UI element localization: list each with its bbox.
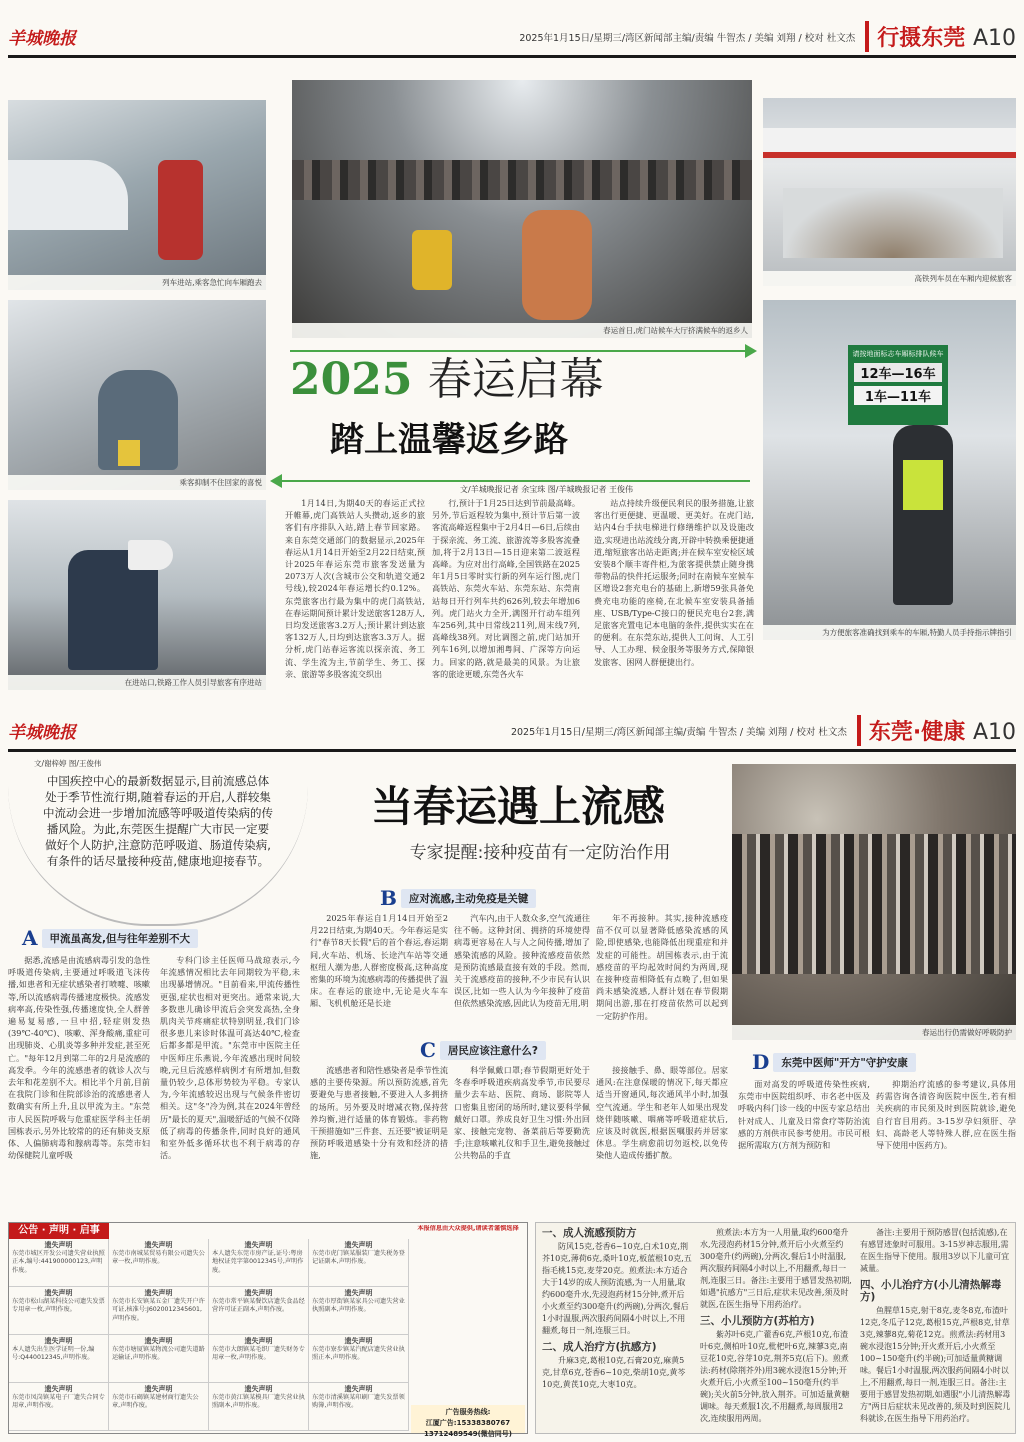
subheadline: 专家提醒:接种疫苗有一定防治作用 [409,843,671,863]
ad-item [309,1287,409,1335]
article-column-3: 站点持续升级便民利民的服务措施,让旅客出行更便捷、更温暖、更美好。在虎门站,站内4台手扶电梯进行修缮维护以及设施改造,实现进出站流线分离,开辟中转换乘便捷通道,缩短旅客出站走距离;并在候车室安检区域安装8个顺丰寄件柜,为旅客提供禁止随身携带物品的快件托运服务;同时在南候车室候车区增设2套充电台的基础上,新增59张具备免费充电功能的座椅,在北候车室安装具备插座、USB/Type-C接口的便民充电台2套,满足旅客充置电记本电脑的条件,提供实实在在的便利。在东莞东站,提供人工问询、人工引导、人工办理、候金服务等服务方式,保障银发旅客、困网人群便捷出行。 [594,498,754,667]
section-a-heading: A 甲流虽高发,但与往年差别不大 [22,926,198,950]
article-column-2: 行,预计于1月25日达到节前最高峰。另外,节后返程较为集中,预计节后第一波客流高峰返程集中于2月4日—6日,后续由于探亲流、务工流、旅游流等多股客流叠加,将于2月13日—15日迎来第二波返程高峰。为应对出行高峰,全国铁路在2025年1月5日零时实行新的列车运行图,虎门高铁站、东莞火车站、东莞东站、东莞南站每日开行列车共约626列,较去年增加6列。虎门站火力全开,满图开行动车组列车256列,其中日常线211列,周末线7列,高峰线38列。对比调图之前,虎门站加开列车16列,以增加湘粤间、广深等方向运力。回家的路,就是最美的风景。为让旅客的旅途更暖,东莞各火车 [432,498,580,679]
ad-item [109,1383,209,1431]
section-b-heading: B 应对流感,主动免疫是关键 [380,886,536,910]
section-d-column-1: 面对高发的呼吸道传染性疾病,东莞市中医院组织呼、市名老中医及呼吸内科门诊一线的中医专家总结出针对成人、儿童及日常食疗等防治流感的方剂供市民参考使用。市民可根据所需取方(方剂为预防和 [738,1079,870,1151]
ad-item [209,1383,309,1431]
page-meta: 2025年1月15日/星期三/湾区新闻部主编/责编 牛智杰 / 美编 刘翔 / 校对 杜文杰 [519,32,856,44]
ad-title: 遗失声明 [244,1337,273,1345]
photo-crowded-hall [292,80,752,338]
ad-title: 遗失声明 [44,1337,73,1345]
ad-body: 本人遗失东莞市房产证,证号:粤房地权证莞字第0012345号,声明作废。 [212,1249,304,1274]
ad-item [109,1239,209,1287]
newspaper-logo: 羊城晚报 [8,723,76,743]
classified-ads [8,1222,528,1438]
ad-body: 东莞市虎门镇某服装厂遗失税务登记证副本,声明作废。 [312,1249,405,1265]
ad-body: 东莞市大朗镇某毛织厂遗失财务专用章一枚,声明作废。 [212,1345,305,1361]
caption: 列车进站,乘客急忙向车厢跑去 [8,275,266,290]
photo-train-crew [763,98,1016,286]
ad-item [209,1335,309,1383]
ad-title: 遗失声明 [44,1289,73,1297]
ads-grid [9,1239,409,1433]
rx-column-1: 一、成人流感预防方 防风15克,苍香6~10克,白术10克,荆芥10克,薄荷6克,桑叶10克,板蓝根10克,五指毛桃15克,麦芽20克。煎煮法:本方适合大于14岁的成人预防流感,为一人用量,取约600毫升水,先浸泡药材15分钟,煮开后小火煮至约300毫升(约两碗),分两次,餐后1小时温服,两次服药间隔4小时以上,不用翻煮,每日一剂,连服三日。 二、成人治疗方(抗感方) 升麻3克,葛根10克,石膏20克,麻黄5克,甘草6克,苍香6~10克,柴胡10克,黄芩10克,黄芪10克,大枣10克。 [542,1227,692,1389]
ad-contact: 广告服务热线: 江厦广告:15338380767 13712489549(微信同号) [411,1405,525,1433]
section-title: 行摄东莞 A10 [865,21,1016,52]
subheadline: 踏上温馨返乡路 [330,420,568,460]
ad-title: 遗失声明 [344,1385,373,1393]
arrow-line-bottom [280,480,750,482]
ad-item [9,1383,109,1431]
photo-train-arrival [8,100,266,290]
ad-body: 东莞市南城某贸易有限公司遗失公章一枚,声明作废。 [112,1249,205,1265]
intro-box: 文/谢梓婷 图/王俊伟 中国疾控中心的最新数据显示,目前流感总体处于季节性流行期,随着春运的开启,人群较集中流动会进一步增加流感等呼吸道传染病的传播风险。为此,东莞医生提醒广大市民一定要做好个人防护,注意防范呼吸道、肠道传染病,有条件的话尽量接种疫苗,健康地迎接春节。 [8,756,308,926]
ad-title: 遗失声明 [244,1289,273,1297]
ad-item [309,1239,409,1287]
ad-body: 东莞市城区开发公司遗失营业执照正本,编号:441900000123,声明作废。 [12,1249,105,1274]
ad-body: 东莞市黄江镇某模具厂遗失营业执照副本,声明作废。 [212,1393,305,1409]
newspaper-logo: 羊城晚报 [8,29,76,49]
ad-item [209,1287,309,1335]
section-a-column-1: 据悉,流感是由流感病毒引发的急性呼吸道传染病,主要通过呼吸道飞沫传播,如患者和无症状感染者打喷嚏、咳嗽等,所以流感病毒传播速度极快。流感发病率高,传染性强,传播速度快,全人群普遍易复易感,一旦中招,轻症则发热(39℃-40℃)、咳嗽、浑身酸痛,重症可出现肺炎、心肌炎等多种并发症,甚至死亡。"每年12月到第二年的2月是流感的高发季。今年的流感患者的就诊人次与去年和花差别不大。相比半个月前,目前在我院门诊和住院部诊治的流感患者人数确实有所上升,且以甲流为主。"东莞市人民医院呼吸与危重症医学科主任胡国栋表示,另外比较常的的还有肺炎支原体、人偏肺病毒和腺病毒等。东莞市妇幼保健院儿童呼吸 [8,955,150,1161]
prescription-box [535,1222,1016,1434]
rx-column-2: 煎煮法:本方为一人用量,取约600毫升水,先浸泡药材15分钟,煮开后小火煮至约300毫升(约两碗),分两次,餐后1小时温服,两次服药间隔4小时以上,不用翻煮,每日一剂,连服三日。备注:主要用于感冒发热初期,如遇"抗感方"三日后,症状未见改善,须及时就医,在医生指导下用药治疗。 三、小儿预防方(苏柏方) 紫苏叶6克,广藿香6克,芦根10克,布渣叶6克,侧柏叶10克,枇杷叶6克,辣蓼3克,南豆花10克,谷芽10克,荆芥5克(后下)。煎煮法:药材(除荆芥外)用3碗水浸泡15分钟;开火煮开后,小火煮至100~150毫升(约半碗);关火前5分钟,放入荆芥。可加适量黄糖调味。每天煮服1次,不用翻煮,每周服用2次,连续服用两周。 [700,1228,852,1423]
headline: 当春运遇上流感 [370,782,665,831]
byline: 文/羊城晚报记者 余宝珠 图/羊城晚报记者 王俊伟 [460,485,634,494]
caption: 高铁列车员在车厢内迎候旅客 [763,271,1016,286]
photo-happy-passengers [8,300,266,490]
ad-title: 遗失声明 [144,1241,173,1249]
ad-title: 遗失声明 [244,1241,273,1249]
ad-body: 东莞市松山湖某科技公司遗失发票专用章一枚,声明作废。 [12,1297,105,1313]
ad-item [309,1335,409,1383]
caption: 春运出行仍需做好呼吸防护 [732,1025,1016,1040]
photo-masked-crowd [732,764,1016,1040]
rx-column-3: 备注:主要用于预防感冒(包括流感),在有感冒迹象时可服用。3-15岁神志服用,需在医生指导下使用。服用3岁以下儿童可宜减量。 四、小儿治疗方(小儿清热解毒方) 鱼腥草15克,射干8克,麦冬8克,布渣叶12克,冬瓜子12克,葛根15克,芦根8克,甘草3克,辣蓼8克,菊花12克。煎煮法:药材用3碗水浸泡15分钟;开火煮开后,小火煮至100~150毫升(约半碗);可加适量黄糖调味。餐后1小时温服,两次服药间隔4小时以上,不用翻煮,每日一剂,连服三日。备注:主要用于感冒发热初期,如遇服"小儿清热解毒方"两日后症状未见改善的,须及时到医院儿科就诊,在医生指导下用药治疗。 [860,1228,1011,1423]
caption: 在进站口,铁路工作人员引导旅客有序进站 [8,675,266,690]
ad-body: 东莞市清溪镇某印刷厂遗失发票领购簿,声明作废。 [312,1393,405,1409]
ad-item [309,1383,409,1431]
section-c-column-2: 科学佩戴口罩;春节假期更好处于冬春季呼吸道疾病高发季节,市民要尽量少去车站、医院、商场、影院等人口密集且密闭的场所时,建议要科学佩戴好口罩。养成良好卫生习惯:外出回家、接触完宠物、备菜前后等要勤洗手;注意咳嗽礼仪和手卫生,避免接触过公共物品的手直 [454,1065,590,1161]
top-masthead [8,18,1016,58]
section-c-column-3: 接接触手、鼻、眼等部位。居家通风:在注意保暖的情况下,每天都应适当开窗通风,每次通风半小时,加强空气流通。学生和老年人如果出现发烧伴随咳嗽、咽痛等呼吸道症状后,应该及时就医,根据医嘱服药并居家休息。学生病愈前切勿返校,以免传染他人造成传播扩散。 [596,1065,728,1161]
photo-station-staff [8,500,266,690]
ad-title: 遗失声明 [144,1337,173,1345]
ad-item [209,1239,309,1287]
section-b-column-1: 2025年春运自1月14日开始至2月22日结束,为期40天。今年春运是实行"春节8天长假"后的首个春运,春运期间,火车站、机场、长途汽车站等交通枢纽人潮为患,人群密度极高,这种高度密集的环境为流感病毒的传播提供了温床。在春运的旅途中,无论是火车车厢、飞机机舱还是长途 [310,913,448,1009]
caption: 为方便旅客准确找到乘车的车厢,特勤人员手持指示牌指引 [763,625,1016,640]
section-title: 东莞·健康 A10 [857,715,1016,746]
ad-title: 遗失声明 [344,1337,373,1345]
ads-header: 公告 · 声明 · 启事 [9,1223,109,1239]
ad-body: 本人遗失出生医学证明一份,编号:Q440012345,声明作废。 [12,1345,95,1361]
ad-title: 遗失声明 [44,1241,73,1249]
page-meta: 2025年1月15日/星期三/湾区新闻部主编/责编 牛智杰 / 美编 刘翔 / 校对 杜文杰 [510,726,847,738]
ad-body: 东莞市长安镇某五金厂遗失开户许可证,核准号:J6020012345601,声明作废。 [112,1297,205,1322]
ad-notice: 本报信息由大众提供,请读者谨慎选择 [417,1225,519,1232]
ad-body: 东莞市石碣镇某建材商行遗失公章,声明作废。 [112,1393,199,1409]
caption: 春运首日,虎门站候车大厅挤满候车的返乡人 [292,323,752,338]
ad-title: 遗失声明 [344,1241,373,1249]
photo-guide-sign [763,300,1016,640]
ad-title: 遗失声明 [144,1385,173,1393]
section-b-column-3: 年不再接种。其实,接种流感疫苗不仅可以显著降低感染流感的风险,即使感染,也能降低出现重症和并发症的可能性。胡国栋表示,由于流感疫苗的平均起效时间约为两周,现在接种疫苗相降低有点晚了,但如果尚未感染流感,人群计划在春节假期期间出游,那在打疫苗依然可以起到一定防护作用。 [596,913,728,1021]
ad-item [9,1239,109,1287]
section-a-column-2: 专科门诊主任医师马战琼表示,今年流感情况相比去年同期较为平稳,未出现暴增情况。"目前看来,甲流传播性更强,症状也相对更突出。通常来说,大多数患儿确诊甲流后会突发高热,全身肌肉关节疼痛症状特别明显,我们门诊很多患儿来诊时体温可高达40℃,检查后都多都是甲流。"东莞市中医院主任中医师庄乐燕说,今年流感出现时间较晚,元旦后流感样病例才有所增加,但数量仍较少,总体形势较为平稳。专家认为,今年流感较迟出现与气候条件密切相关。这"冬"冷为例,其在2024年曾经历"最长的夏天",温暖舒适的气候不仅降低了病毒的传播条件,同时良好的通风和室外低多循环状也不利于病毒的存活。 [160,955,300,1161]
section-c-column-1: 流感患者和陪性感染者是季节性流感的主要传染源。所以预防流感,首先要避免与患者接触,不要进入人多拥挤的场所。另外要及时增减衣物,保持营养均衡,进行适量的体育锻炼。非药物干预措施如"三件套、五还要"被证明是预防呼吸道感染十分有效和经济的措施, [310,1065,448,1161]
ad-title: 遗失声明 [244,1385,273,1393]
ad-title: 遗失声明 [344,1289,373,1297]
ad-item [9,1287,109,1335]
ad-item [9,1335,109,1383]
bottom-masthead [8,712,1016,752]
ad-body: 东莞市寮步镇某汽配店遗失营业执照正本,声明作废。 [312,1345,405,1361]
headline: 2025 春运启幕 [290,354,604,405]
section-d-column-2: 抑期治疗流感的参考建议,具体用药需咨询各清咨询医院中医生,若有相关疾病的市民须及时到医院就诊,避免自行盲目用药。3-15岁孕妇须肝、孕妇、高龄老人等特殊人群,应在医生指导下使用中医药方)。 [876,1079,1016,1151]
ad-body: 东莞市厚街镇某家具公司遗失营业执照副本,声明作废。 [312,1297,405,1313]
ad-body: 东莞市塘厦镇某物流公司遗失道路运输证,声明作废。 [112,1345,205,1361]
ad-body: 东莞市凤岗镇某电子厂遗失合同专用章,声明作废。 [12,1393,105,1409]
ad-item [109,1287,209,1335]
section-c-heading: C 居民应该注意什么? [420,1038,546,1062]
ad-body: 东莞市常平镇某餐饮店遗失食品经营许可证正副本,声明作废。 [212,1297,305,1313]
queue-sign: 请按地面标志车厢标排队候车 12车—16车 1车—11车 [848,345,948,425]
article-column-1: 1月14日,为期40天的春运正式拉开帷幕,虎门高铁站人头攒动,返乡的旅客们有序排队入站,踏上春节回家路。来自东莞交通部门的数据显示,2025年春运从1月14日开始至2月22日结束,预计2025年春运东莞市旅客发送量为2073万人次(含城市公交和轨道交通2号线),较2024年春运增长约0.12%。东莞旅客出行最为集中的虎门高铁站,在春运期间预计累计发送旅客128万人,日均发送旅客3.2万人;预计累计到达旅客132万人,日均到达旅客3.3万人。据分析,虎门站春运客流以探亲流、务工流、学生流为主,节前学生、务工、探亲、旅游等多股客流交织出 [285,498,425,679]
section-d-heading: D 东莞中医师"开方"守护安康 [752,1050,916,1074]
caption: 乘客抑制不住回家的喜悦 [8,475,266,490]
arrow-left-icon [270,474,282,488]
ad-title: 遗失声明 [44,1385,73,1393]
ad-title: 遗失声明 [144,1289,173,1297]
section-b-column-2: 汽车内,由于人数众多,空气流通往往不畅。这种封闭、拥挤的环境使得病毒更容易在人与人之间传播,增加了感染流感的风险。接种流感疫苗依然是预防流感最直接有效的手段。然而,关于流感疫苗的接种,不少市民有认识误区,比如一些人认为今年接种了疫苗但依然感染流感,因此认为疫苗无用,明 [454,913,590,1009]
ad-item [109,1335,209,1383]
